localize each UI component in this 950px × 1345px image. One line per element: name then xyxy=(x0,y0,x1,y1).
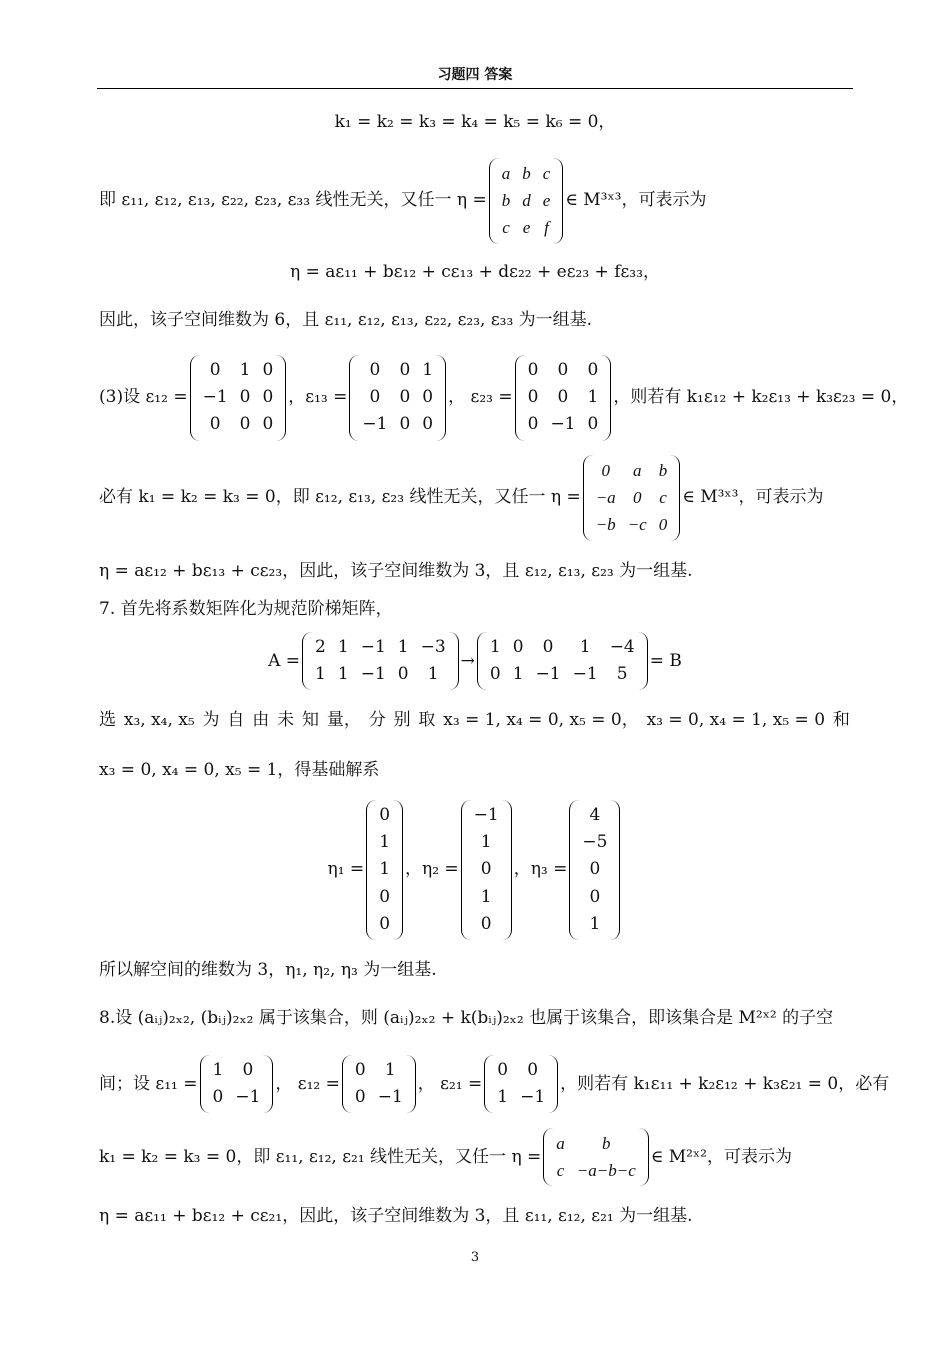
matrix-e12-8 xyxy=(342,1055,416,1113)
section7-intro: 7. 首先将系数矩阵化为规范阶梯矩阵， xyxy=(99,599,393,619)
matrix-cell: 0 xyxy=(379,886,391,907)
matrix-cell: d xyxy=(522,191,531,211)
matrix-cell: −1 xyxy=(235,1087,261,1108)
matrix-cell: 0 xyxy=(480,913,492,934)
matrix-cell: b xyxy=(658,461,668,480)
free-word: 选 xyxy=(99,710,116,730)
matrix-cell: 0 xyxy=(209,414,221,435)
matrix-cell: −a−b−c xyxy=(576,1161,636,1181)
part3-in-space: ∈ M³ˣ³，可表示为 xyxy=(682,487,824,508)
matrix-cell: 0 xyxy=(369,387,381,408)
matrix-cell: 0 xyxy=(239,414,251,435)
matrix-cell: 0 xyxy=(399,360,411,380)
matrix-cell: 1 xyxy=(497,1087,509,1108)
matrix-cell: 0 xyxy=(512,637,524,657)
matrix-cell: 2 xyxy=(315,637,326,657)
general-matrix xyxy=(543,1128,648,1186)
matrix-cell: 0 xyxy=(422,387,434,408)
matrix-cell: −a xyxy=(595,488,616,508)
indep-text: 即 ε₁₁, ε₁₂, ε₁₃, ε₂₂, ε₂₃, ε₃₃ 线性无关，又任一 η = xyxy=(99,190,487,211)
free-word: 未 xyxy=(277,710,295,730)
matrix-cell: 0 xyxy=(527,360,539,380)
matrix-cell: b xyxy=(501,191,511,211)
free-word: 分 xyxy=(368,710,386,730)
section8-conclusion: η = aε₁₁ + bε₁₂ + cε₂₁，因此，该子空间维数为 3，且 ε₁₁, ε₁₂, ε₂₁ 为一组基. xyxy=(99,1206,693,1226)
section8-in-space: ∈ M²ˣ²，可表示为 xyxy=(650,1146,792,1167)
free-word: 自 xyxy=(227,710,245,730)
matrix-cell: −1 xyxy=(535,664,561,685)
part3-matrices-line xyxy=(99,355,908,441)
matrix-cell: 0 xyxy=(397,664,409,685)
matrix-e11 xyxy=(200,1055,274,1113)
matrix-e12 xyxy=(190,355,287,441)
matrix-cell: 0 xyxy=(379,805,391,825)
matrix-cell: 1 xyxy=(384,1060,396,1080)
matrix-cell: 0 xyxy=(399,387,411,408)
matrix-cell: c xyxy=(542,164,551,183)
page-header: 习题四 答案 xyxy=(97,62,853,89)
part3-label: (3)设 ε₁₂ = xyxy=(99,387,188,408)
matrix-cell: −1 xyxy=(473,805,499,825)
matrix-cell: 1 xyxy=(587,387,599,408)
part3-must-text: 必有 k₁ = k₂ = k₃ = 0，即 ε₁₂, ε₁₃, ε₂₃ 线性无关，又任一 η = xyxy=(99,487,581,508)
free-word: x₃, x₄, x₅ xyxy=(123,710,195,730)
free-vars-second: x₃ = 0, x₄ = 0, x₅ = 1，得基础解系 xyxy=(99,760,380,780)
matrix-cell: a xyxy=(556,1134,565,1153)
matrix-cell: −5 xyxy=(582,832,608,853)
matrix-cell: 0 xyxy=(527,414,539,435)
fundamental-solutions xyxy=(0,800,950,940)
matrix-cell: 1 xyxy=(337,637,349,657)
matrix-cell: b xyxy=(522,164,531,183)
matrix-cell: 1 xyxy=(379,859,391,880)
matrix-cell: 0 xyxy=(601,461,610,480)
section7-conclusion: 所以解空间的维数为 3，η₁, η₂, η₃ 为一组基. xyxy=(99,960,437,980)
eta2-label: ，η₂ = xyxy=(405,859,459,880)
matrix-cell: −1 xyxy=(360,664,386,685)
matrix-cell: 0 xyxy=(632,488,642,508)
section8-line1: 8.设 (aᵢⱼ)₂ₓ₂, (bᵢⱼ)₂ₓ₂ 属于该集合，则 (aᵢⱼ)₂ₓ₂ + k(bᵢⱼ)₂ₓ₂ 也属于该集合，即该集合是 M²ˣ² 的子空 xyxy=(99,1008,834,1028)
matrix-cell: e xyxy=(522,218,531,238)
matrix-cell: −3 xyxy=(420,637,446,657)
matrix-cell: −1 xyxy=(572,664,598,685)
e12-label-8: ， ε₁₂ = xyxy=(275,1073,340,1094)
matrix-cell: −1 xyxy=(377,1087,403,1108)
free-word: 量， xyxy=(326,710,361,730)
matrix-cell: 1 xyxy=(239,360,251,380)
matrix-cell: −1 xyxy=(202,387,228,408)
matrix-cell: 0 xyxy=(262,387,274,408)
matrix-cell: 5 xyxy=(616,664,628,685)
matrix-cell: 0 xyxy=(262,414,274,435)
matrix-cell: c xyxy=(556,1161,565,1181)
matrix-cell: 0 xyxy=(399,414,411,435)
free-word: 别 xyxy=(393,710,411,730)
matrix-e23 xyxy=(515,355,612,441)
B-label: = B xyxy=(649,650,682,671)
matrix-cell: 0 xyxy=(557,360,569,380)
matrix-cell: 1 xyxy=(427,664,439,685)
free-variables-line xyxy=(99,712,850,729)
matrix-cell: 1 xyxy=(579,637,591,657)
free-word: 取 xyxy=(418,710,436,730)
matrix-e21 xyxy=(484,1055,558,1113)
skew-matrix xyxy=(583,455,681,541)
section8-condition: ，则若有 k₁ε₁₁ + k₂ε₁₂ + k₃ε₂₁ = 0，必有 xyxy=(560,1073,890,1094)
matrix-cell: 0 xyxy=(354,1087,366,1108)
matrix-cell: 0 xyxy=(542,637,554,657)
matrix-cell: 0 xyxy=(527,1060,539,1080)
matrix-cell: a xyxy=(501,164,511,183)
free-word: x₃ = 1, x₄ = 0, x₅ = 0， xyxy=(443,710,639,730)
matrix-cell: 4 xyxy=(589,805,601,825)
matrix-cell: 0 xyxy=(369,360,381,380)
e23-label: ， ε₂₃ = xyxy=(448,387,513,408)
matrix-e13 xyxy=(349,355,446,441)
matrix-cell: c xyxy=(659,488,667,508)
matrix-cell: 0 xyxy=(589,886,601,907)
section6-conclusion: 因此，该子空间维数为 6，且 ε₁₁, ε₁₂, ε₁₃, ε₂₂, ε₂₃, ε₃₃ 为一组基. xyxy=(99,310,593,330)
matrix-cell: 1 xyxy=(480,886,492,907)
A-label: A = xyxy=(268,650,301,671)
matrix-cell: 0 xyxy=(354,1060,366,1080)
matrix-cell: 0 xyxy=(527,387,539,408)
matrix-cell: 0 xyxy=(587,414,599,435)
matrix-cell: −1 xyxy=(520,1087,546,1108)
matrix-cell: 0 xyxy=(589,859,601,880)
section8-line3 xyxy=(99,1128,792,1186)
matrix-cell: e xyxy=(542,191,551,211)
matrix-cell: 0 xyxy=(212,1087,224,1108)
matrix-cell: 0 xyxy=(379,913,391,934)
matrix-cell: 1 xyxy=(480,832,492,853)
matrix-cell: 0 xyxy=(262,360,274,380)
matrix-cell: 0 xyxy=(489,664,501,685)
matrix-cell: 1 xyxy=(512,664,524,685)
arrow-icon: → xyxy=(460,650,475,671)
vector-eta3 xyxy=(569,800,620,940)
matrix-cell: 1 xyxy=(489,637,501,657)
matrix-cell: 0 xyxy=(209,360,221,380)
matrix-A xyxy=(302,632,459,690)
matrix-cell: a xyxy=(632,461,642,480)
free-word: 由 xyxy=(252,710,270,730)
matrix-cell: 0 xyxy=(497,1060,509,1080)
matrix-cell: 1 xyxy=(212,1060,224,1080)
matrix-cell: 1 xyxy=(379,832,391,853)
matrix-cell: 0 xyxy=(557,387,569,408)
vector-eta2 xyxy=(461,800,512,940)
part3-conclusion: η = aε₁₂ + bε₁₃ + cε₂₃，因此，该子空间维数为 3，且 ε₁₂, ε₁₃, ε₂₃ 为一组基. xyxy=(99,561,693,581)
matrix-cell: 1 xyxy=(337,664,349,685)
free-word: 为 xyxy=(202,710,220,730)
free-word: 和 xyxy=(832,710,850,730)
matrix-cell: 1 xyxy=(589,913,601,934)
vector-eta1 xyxy=(366,800,403,940)
matrix-cell: 0 xyxy=(658,515,668,535)
matrix-cell: c xyxy=(502,218,510,238)
k-zero-equation: k₁ = k₂ = k₃ = k₄ = k₅ = k₆ = 0， xyxy=(334,112,616,132)
matrix-B xyxy=(477,632,648,690)
free-word: 知 xyxy=(301,710,319,730)
part3-must-line xyxy=(99,455,823,541)
matrix-cell: 1 xyxy=(397,637,409,657)
matrix-cell: 1 xyxy=(315,664,326,685)
e11-label: 间；设 ε₁₁ = xyxy=(99,1073,198,1094)
matrix-cell: 0 xyxy=(239,387,251,408)
e21-label: ， ε₂₁ = xyxy=(417,1073,483,1094)
section8-line2 xyxy=(99,1055,889,1113)
eta-expression: η = aε₁₁ + bε₁₂ + cε₁₃ + dε₂₂ + eε₂₃ + fε₃₃， xyxy=(290,262,660,282)
in-space-text: ∈ M³ˣ³，可表示为 xyxy=(565,190,707,211)
matrix-cell: 0 xyxy=(242,1060,254,1080)
matrix-cell: 0 xyxy=(480,859,492,880)
free-word: x₃ = 0, x₄ = 1, x₅ = 0 xyxy=(646,710,826,730)
row-reduction-line xyxy=(0,632,950,690)
matrix-cell: −1 xyxy=(550,414,576,435)
e13-label: ，ε₁₃ = xyxy=(288,387,348,408)
matrix-cell: 0 xyxy=(422,414,434,435)
matrix-cell: −4 xyxy=(609,637,635,657)
matrix-cell: −c xyxy=(627,515,647,535)
symmetric-matrix xyxy=(489,158,564,244)
matrix-cell: 1 xyxy=(422,360,434,380)
matrix-cell: −1 xyxy=(362,414,388,435)
matrix-cell: −1 xyxy=(360,637,386,657)
matrix-cell: b xyxy=(602,1134,611,1153)
eta1-label: η₁ = xyxy=(327,859,365,880)
matrix-cell: f xyxy=(544,218,549,238)
matrix-cell: 0 xyxy=(587,360,599,380)
section8-must-text: k₁ = k₂ = k₃ = 0，即 ε₁₁, ε₁₂, ε₂₁ 线性无关，又任一 η = xyxy=(99,1146,542,1167)
eta3-label: ，η₃ = xyxy=(513,859,568,880)
symmetric-basis-line xyxy=(99,158,707,244)
part3-condition: ，则若有 k₁ε₁₂ + k₂ε₁₃ + k₃ε₂₃ = 0， xyxy=(613,387,909,408)
page-number: 3 xyxy=(470,1250,480,1265)
matrix-cell: −b xyxy=(595,515,616,535)
